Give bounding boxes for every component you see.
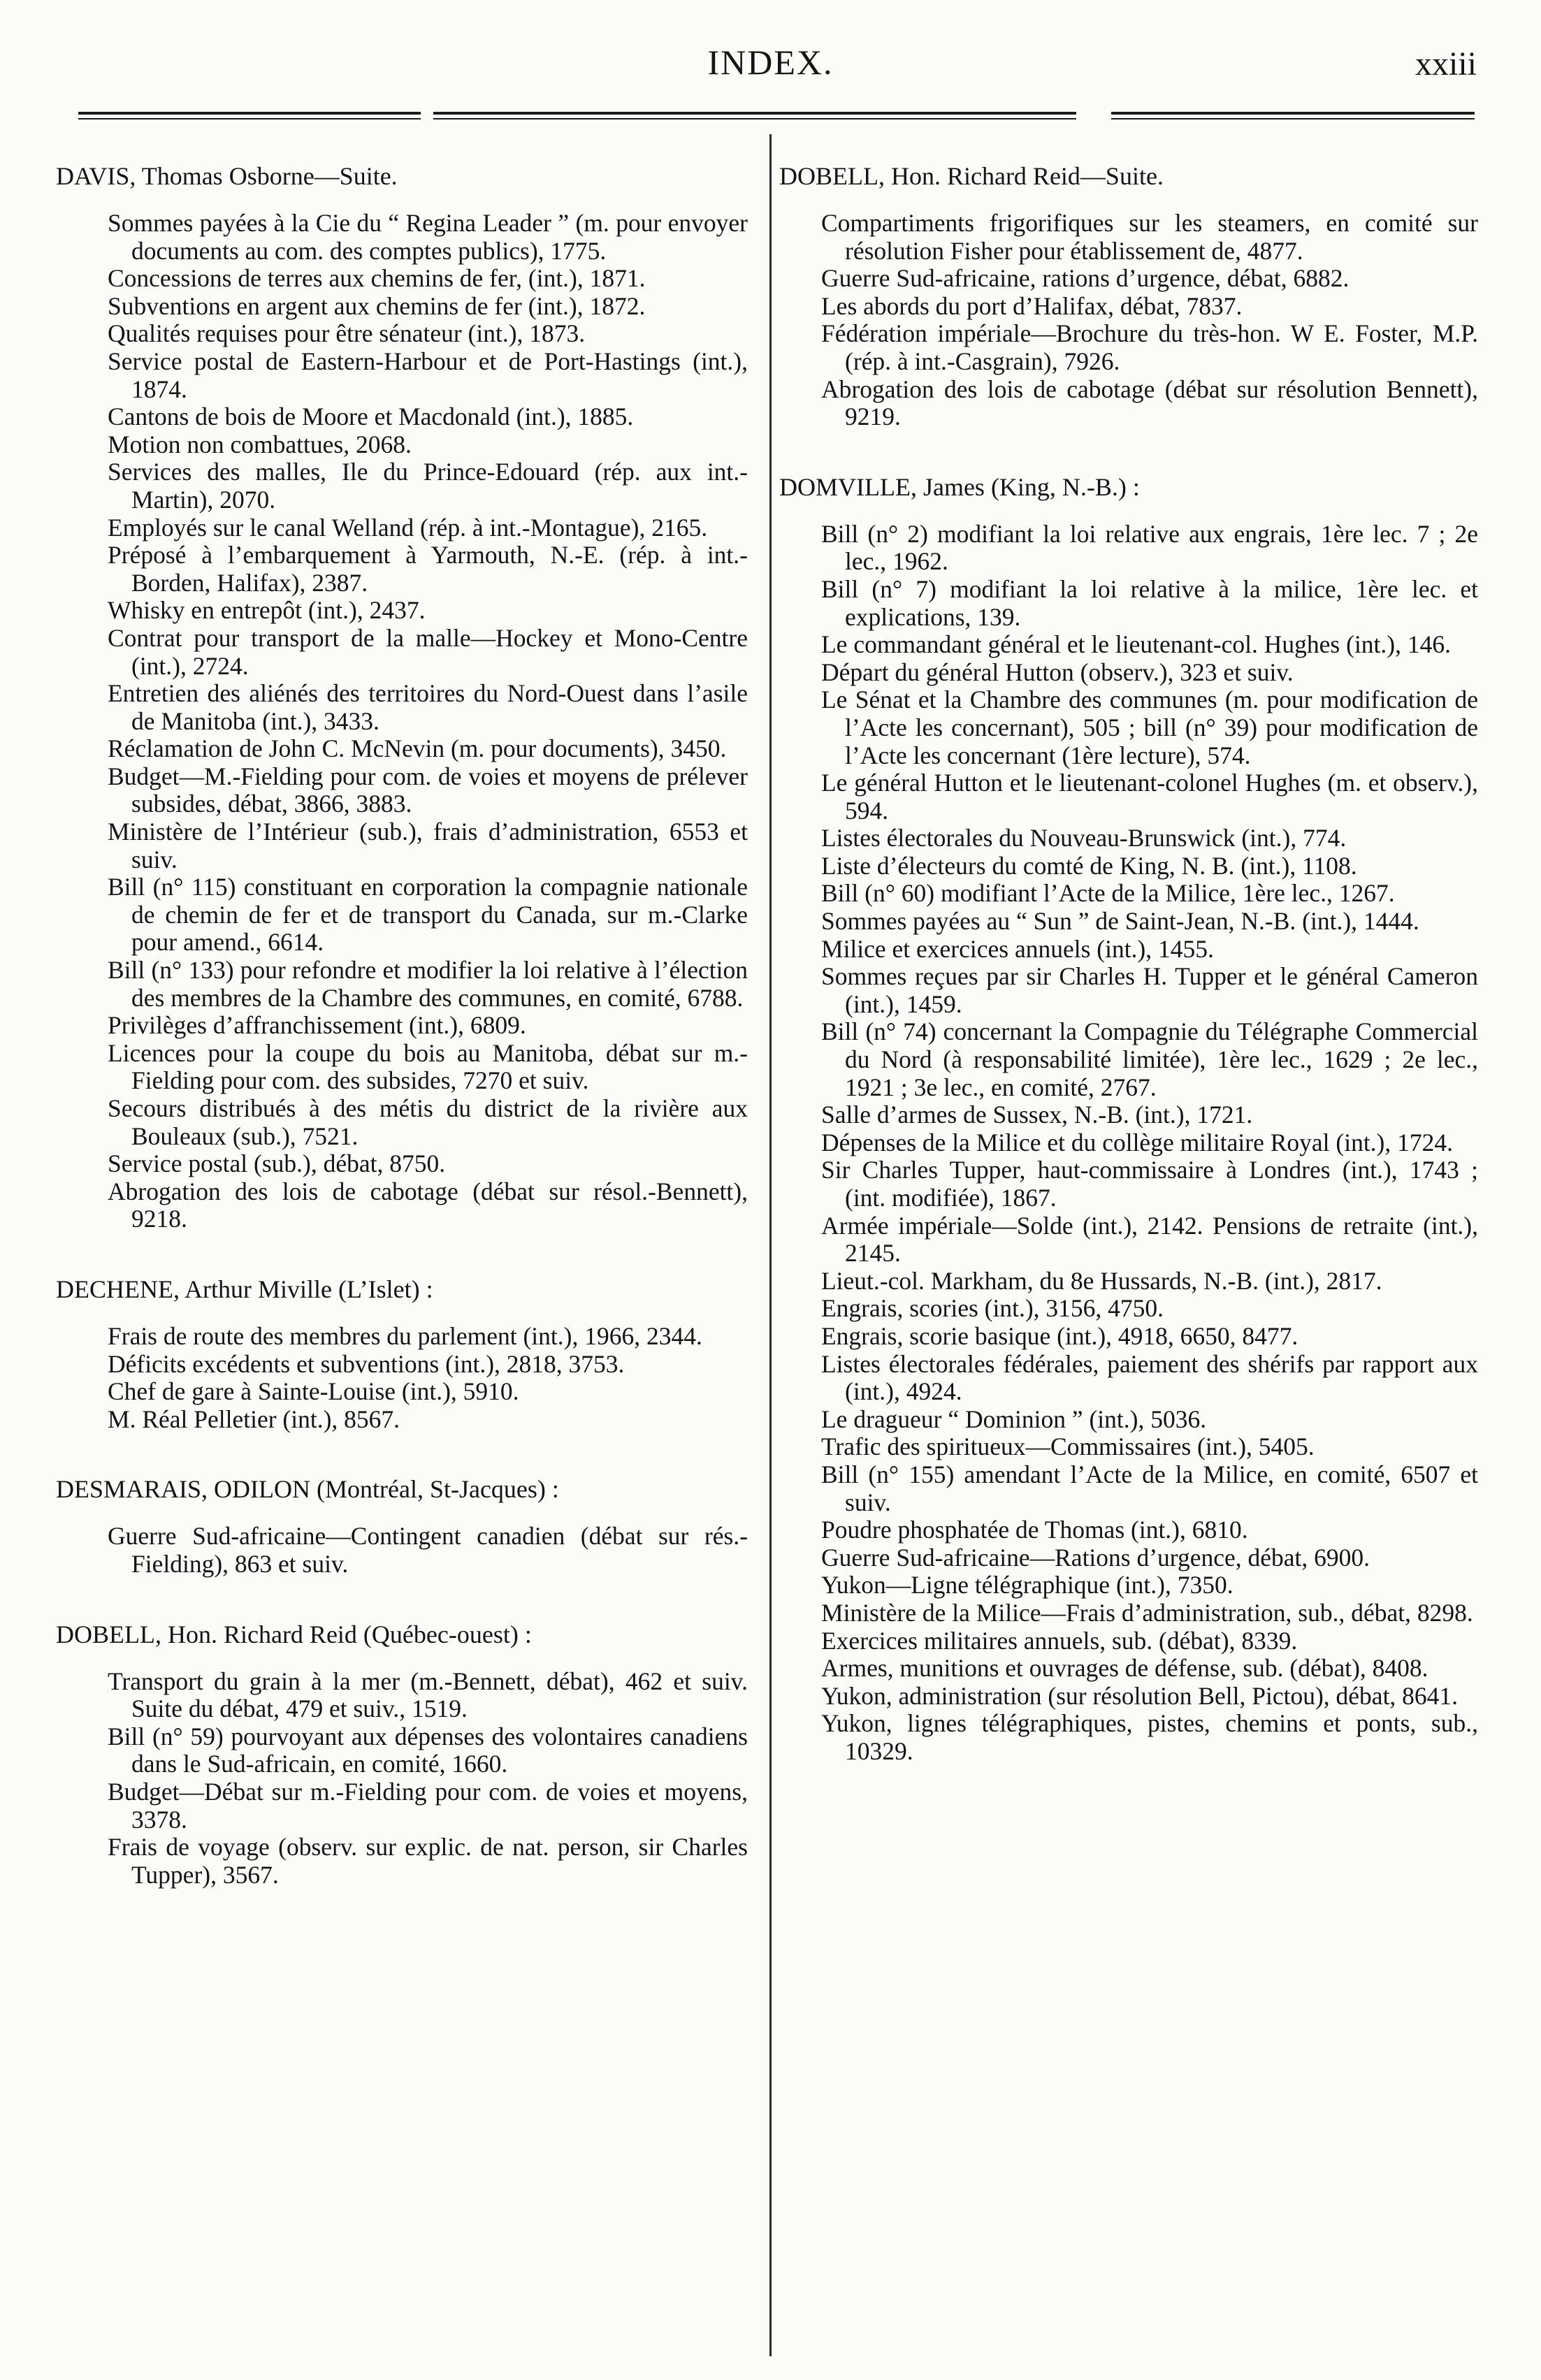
index-entry: Lieut.-col. Markham, du 8e Hussards, N.-B. (int.), 2817. [821,1266,1382,1295]
index-entry: Engrais, scorie basique (int.), 4918, 6650, 8477. [821,1321,1298,1350]
index-entry: Déficits excédents et subventions (int.), 2818, 3753. [108,1349,625,1378]
index-entry: Le dragueur “ Dominion ” (int.), 5036. [821,1405,1207,1433]
section-heading: DECHENE, Arthur Miville (L’Islet) : [56,1275,433,1303]
page-title: INDEX. [707,43,834,82]
section-gap [779,431,1478,473]
index-entry: Frais de route des membres du parlement (int.), 1966, 2344. [108,1321,702,1350]
section-heading: DOBELL, Hon. Richard Reid—Suite. [779,162,1164,190]
index-section [56,1275,748,1433]
index-entry: Abrogation des lois de cabotage (débat sur résol.-Bennett), 9218. [108,1177,748,1233]
index-entry: Armes, munitions et ouvrages de défense, sub. (débat), 8408. [821,1654,1428,1683]
index-entry: Transport du grain à la mer (m.-Bennett, débat), 462 et suiv. Suite du débat, 479 et suiv., 1519. [108,1667,748,1723]
section-heading: DAVIS, Thomas Osborne—Suite. [56,162,398,190]
index-entry: Le général Hutton et le lieutenant-colonel Hughes (m. et observ.), 594. [821,769,1478,825]
index-entry: Le commandant général et le lieutenant-col. Hughes (int.), 146. [821,630,1451,659]
section-gap [56,1579,748,1620]
index-entry: Employés sur le canal Welland (rép. à int.-Montague), 2165. [108,513,708,542]
index-entry: Les abords du port d’Halifax, débat, 7837. [821,291,1243,320]
index-entry: Engrais, scories (int.), 3156, 4750. [821,1294,1164,1323]
index-entry: Dépenses de la Milice et du collège militaire Royal (int.), 1724. [821,1128,1454,1156]
section-gap [56,1433,748,1475]
index-entry: Cantons de bois de Moore et Macdonald (int.), 1885. [108,402,634,431]
index-entry: Fédération impériale—Brochure du très-hon. W E. Foster, M.P. (rép. à int.-Casgrain), 7926. [821,319,1478,375]
index-entry: Bill (n° 155) amendant l’Acte de la Milice, en comité, 6507 et suiv. [821,1460,1478,1516]
section-heading: DESMARAIS, ODILON (Montréal, St-Jacques) : [56,1475,559,1504]
index-section [56,1475,748,1578]
section-heading: DOBELL, Hon. Richard Reid (Québec-ouest) : [56,1620,532,1648]
index-entry: Exercices militaires annuels, sub. (débat), 8339. [821,1626,1298,1655]
index-entry: Yukon—Ligne télégraphique (int.), 7350. [821,1571,1233,1599]
header-rule-center [433,112,1076,126]
index-entry: Ministère de la Milice—Frais d’administration, sub., débat, 8298. [821,1598,1473,1627]
index-entry: Service postal (sub.), débat, 8750. [108,1149,446,1178]
index-entry: Entretien des aliénés des territoires du Nord-Ouest dans l’asile de Manitoba (int.), 3433. [108,679,748,735]
index-entry: Abrogation des lois de cabotage (débat sur résolution Bennett), 9219. [821,375,1478,431]
index-entry: Départ du général Hutton (observ.), 323 et suiv. [821,658,1294,686]
index-entry: Liste d’électeurs du comté de King, N. B. (int.), 1108. [821,851,1357,880]
index-entry: Yukon, lignes télégraphiques, pistes, chemins et ponts, sub., 10329. [821,1709,1478,1765]
header-rule-left [78,112,421,126]
index-entry: Guerre Sud-africaine—Rations d’urgence, débat, 6900. [821,1543,1370,1572]
column-divider [769,134,772,2356]
page-number: xxiii [1415,45,1477,82]
index-entry: Le Sénat et la Chambre des communes (m. pour modification de l’Acte les concernant), 505 ; bill (n° 39) pour modification de l’Acte les concernant (1ère lecture), 574. [821,685,1478,769]
index-section [779,162,1478,431]
index-entry: Bill (n° 7) modifiant la loi relative à la milice, 1ère lec. et explications, 139. [821,574,1478,631]
index-entry: Bill (n° 59) pourvoyant aux dépenses des volontaires canadiens dans le Sud-africain, en comité, 1660. [108,1722,748,1778]
index-entry: Guerre Sud-africaine, rations d’urgence, débat, 6882. [821,264,1350,293]
index-entry: Listes électorales du Nouveau-Brunswick (int.), 774. [821,824,1347,852]
index-entry: Guerre Sud-africaine—Contingent canadien (débat sur rés.-Fielding), 863 et suiv. [108,1522,748,1578]
index-entry: Sommes payées au “ Sun ” de Saint-Jean, N.-B. (int.), 1444. [821,907,1419,936]
index-entry: Concessions de terres aux chemins de fer, (int.), 1871. [108,264,646,293]
index-entry: Poudre phosphatée de Thomas (int.), 6810. [821,1516,1248,1544]
index-entry: Sommes reçues par sir Charles H. Tupper et le général Cameron (int.), 1459. [821,962,1478,1018]
index-entry: Secours distribués à des métis du district de la rivière aux Bouleaux (sub.), 7521. [108,1094,748,1150]
index-entry: Bill (n° 115) constituant en corporation la compagnie nationale de chemin de fer et de transport du Canada, sur m.-Clarke pour amend., 6614. [108,873,748,957]
index-entry: Budget—Débat sur m.-Fielding pour com. de voies et moyens, 3378. [108,1777,748,1834]
index-entry: M. Réal Pelletier (int.), 8567. [108,1405,400,1433]
index-entry: Trafic des spiritueux—Commissaires (int.), 5405. [821,1432,1315,1461]
index-entry: Budget—M.-Fielding pour com. de voies et moyens de prélever subsides, débat, 3866, 3883. [108,762,748,818]
index-entry: Privilèges d’affranchissement (int.), 6809. [108,1011,526,1040]
index-entry: Milice et exercices annuels (int.), 1455. [821,934,1214,963]
header-rule-right [1111,112,1475,126]
index-entry: Frais de voyage (observ. sur explic. de nat. person, sir Charles Tupper), 3567. [108,1833,748,1889]
index-entry: Subventions en argent aux chemins de fer (int.), 1872. [108,291,646,320]
index-entry: Service postal de Eastern-Harbour et de Port-Hastings (int.), 1874. [108,347,748,403]
index-entry: Yukon, administration (sur résolution Bell, Pictou), débat, 8641. [821,1681,1459,1710]
index-entry: Sommes payées à la Cie du “ Regina Leader ” (m. pour envoyer documents au com. des comptes publics), 1775. [108,209,748,265]
index-section [56,1620,748,1889]
index-entry: Listes électorales fédérales, paiement des shérifs par rapport aux (int.), 4924. [821,1349,1478,1406]
index-entry: Bill (n° 60) modifiant l’Acte de la Milice, 1ère lec., 1267. [821,879,1395,908]
index-entry: Réclamation de John C. McNevin (m. pour documents), 3450. [108,734,727,763]
index-entry: Bill (n° 2) modifiant la loi relative aux engrais, 1ère lec. 7 ; 2e lec., 1962. [821,519,1478,576]
index-entry: Bill (n° 133) pour refondre et modifier la loi relative à l’élection des membres de la Chambre des communes, en comité, 6788. [108,956,748,1012]
index-entry: Motion non combattues, 2068. [108,430,412,458]
section-gap [56,1233,748,1275]
page-header [0,42,1541,98]
left-column [56,162,748,1889]
index-entry: Sir Charles Tupper, haut-commissaire à Londres (int.), 1743 ; (int. modifiée), 1867. [821,1156,1478,1212]
section-heading: DOMVILLE, James (King, N.-B.) : [779,472,1140,501]
index-entry: Qualités requises pour être sénateur (int.), 1873. [108,319,586,348]
index-entry: Préposé à l’embarquement à Yarmouth, N.-E. (rép. à int.-Borden, Halifax), 2387. [108,541,748,597]
index-section [56,162,748,1233]
index-entry: Salle d’armes de Sussex, N.-B. (int.), 1721. [821,1101,1253,1129]
index-entry: Bill (n° 74) concernant la Compagnie du Télégraphe Commercial du Nord (à responsabilité limitée), 1ère lec., 1629 ; 2e lec., 1921 ; 3e lec., en comité, 2767. [821,1017,1478,1101]
index-entry: Contrat pour transport de la malle—Hockey et Mono-Centre (int.), 2724. [108,623,748,680]
index-entry: Compartiments frigorifiques sur les steamers, en comité sur résolution Fisher pour établissement de, 4877. [821,209,1478,265]
index-entry: Ministère de l’Intérieur (sub.), frais d’administration, 6553 et suiv. [108,818,748,873]
index-entry: Whisky en entrepôt (int.), 2437. [108,596,426,625]
right-column [779,162,1478,1765]
index-entry: Armée impériale—Solde (int.), 2142. Pensions de retraite (int.), 2145. [821,1211,1478,1268]
index-entry: Chef de gare à Sainte-Louise (int.), 5910. [108,1377,519,1406]
index-entry: Services des malles, Ile du Prince-Edouard (rép. aux int.-Martin), 2070. [108,458,748,514]
index-section [779,473,1478,1766]
index-entry: Licences pour la coupe du bois au Manitoba, débat sur m.-Fielding pour com. des subsides, 7270 et suiv. [108,1038,748,1095]
